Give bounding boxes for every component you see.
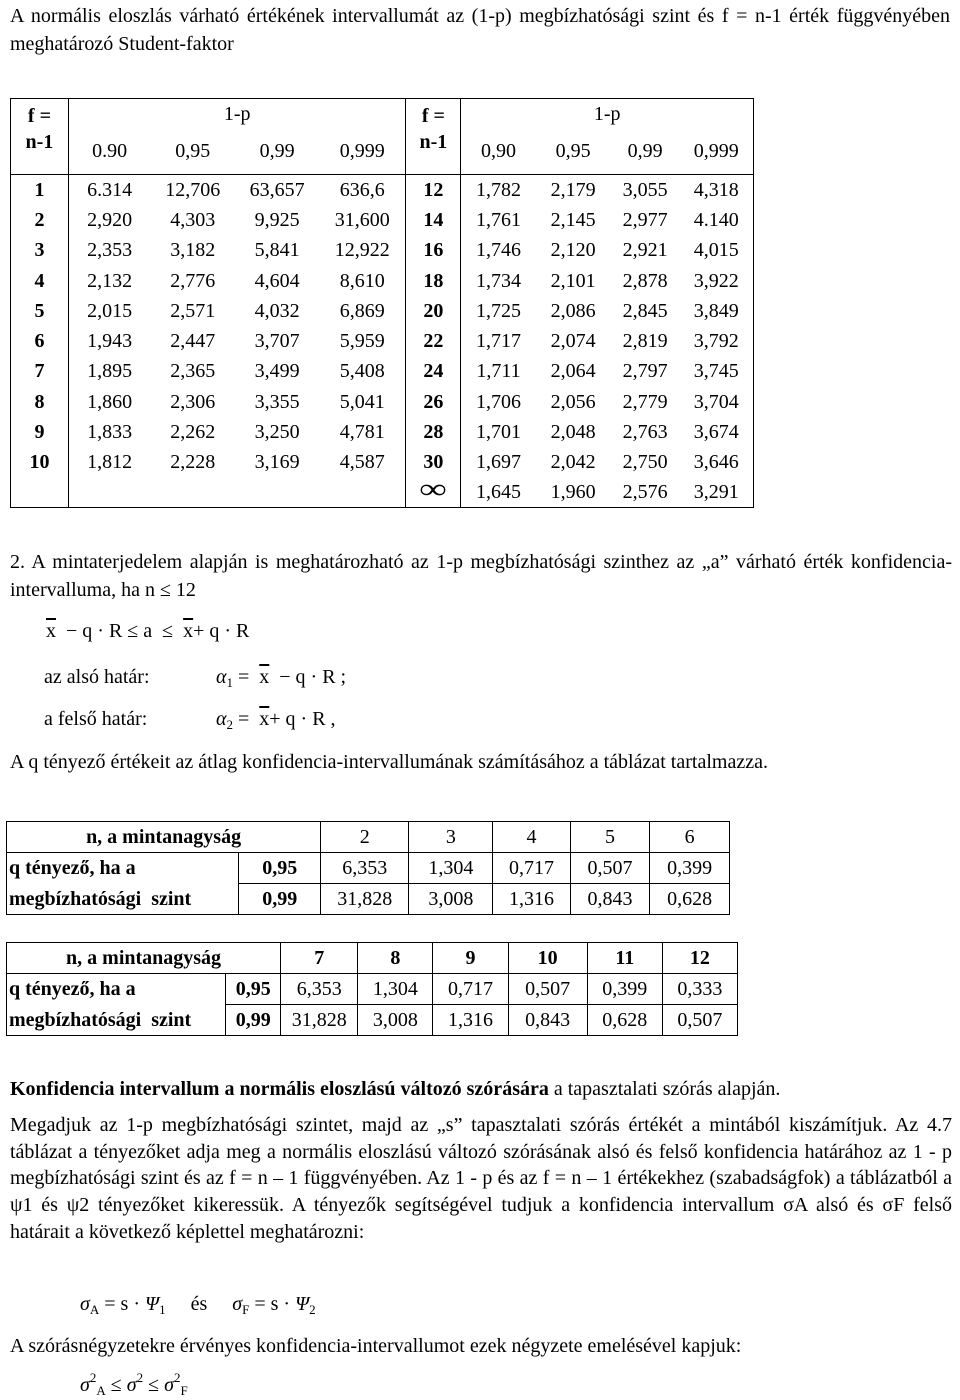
- n-cell: 3: [409, 822, 493, 853]
- q-cell: 3,008: [358, 1005, 433, 1036]
- level-cell: 0.90: [68, 129, 150, 175]
- t-value: 1,812: [87, 451, 133, 474]
- t-value: 3,745: [693, 360, 739, 383]
- t-value: 1,943: [87, 330, 133, 353]
- q-cell: 0,507: [570, 853, 650, 884]
- confidence-level: 0,99: [239, 884, 321, 915]
- t-value: 3,646: [693, 451, 739, 474]
- q-cell: 0,628: [650, 884, 730, 915]
- f-value-right: 12: [406, 175, 461, 205]
- t-value: 3,355: [254, 390, 300, 413]
- t-value: 4,781: [319, 417, 406, 447]
- q-cell: 0,507: [662, 1005, 737, 1036]
- q-cell: 1,304: [409, 853, 493, 884]
- f-value-right: 26: [406, 387, 461, 417]
- student-row: [11, 387, 754, 417]
- f-value-left: 5: [11, 296, 69, 326]
- student-row: [11, 175, 754, 205]
- variance-formula: $\sigma^2_A \le \sigma^2 \le \sigma^2_F$: [80, 1370, 188, 1398]
- q-cell: 0,333: [662, 974, 737, 1005]
- t-value: 1,706: [476, 390, 522, 413]
- t-value: [235, 477, 319, 507]
- t-value: 4,318: [693, 178, 739, 201]
- q-label: q tényező, ha a: [7, 853, 239, 884]
- t-value: 2,750: [622, 451, 668, 474]
- student-row: [11, 447, 754, 477]
- q-cell: 0,717: [493, 853, 570, 884]
- t-value: 1,782: [476, 178, 522, 201]
- t-value: 3,169: [254, 451, 300, 474]
- q-cell: 31,828: [281, 1005, 358, 1036]
- page-title: A normális eloszlás várható értékének intervallumát az (1-p) megbízhatósági szint és f = n-1 érték függvényében meghatározó Student-faktor: [10, 5, 950, 55]
- f-value-right: 28: [406, 417, 461, 447]
- level-cell: 0,99: [235, 129, 319, 175]
- section3-heading-bold: Konfidencia intervallum a normális eloszlású változó szórására: [10, 1078, 549, 1100]
- n-cell: 2: [321, 822, 409, 853]
- t-value: 3,792: [693, 330, 739, 353]
- level-cell: 0,90: [461, 129, 536, 175]
- t-value: 2,977: [622, 208, 668, 231]
- t-value: 2,179: [550, 178, 596, 201]
- confidence-level: 0,95: [226, 974, 281, 1005]
- n-cell: 11: [587, 943, 662, 974]
- es-word: és: [190, 1293, 208, 1315]
- t-value: 2,145: [550, 208, 596, 231]
- section3-heading-rest: a tapasztalati szórás alapján.: [548, 1078, 781, 1100]
- f-header-left: f =: [11, 99, 69, 129]
- student-row: [11, 417, 754, 447]
- f-header-right: f =: [406, 99, 461, 129]
- section3-paragraph: Megadjuk az 1-p megbízhatósági szintet, majd az „s” tapasztalati szórás értékét a mintából kiszámítjuk. Az 4.7 táblázat a tényezőket adja meg a normális eloszlású változó szórásának alsó és felső konfidencia határához az 1 - p megbízhatósági szint és az f = n – 1 függvényében. Az 1 - p és az f = n – 1 értékekhez (szabadságfok) a táblázatból a ψ1 és ψ2 tényezőket kikeressük. A tényezők segítségével tudjuk a konfidencia intervallum σA alsó és σF felső határait a következő képlettel meghatározni:: [10, 1114, 952, 1243]
- t-value: 2,086: [550, 299, 596, 322]
- f-value-left: 4: [11, 265, 69, 295]
- f-value-left: 1: [11, 175, 69, 205]
- t-value: 2,797: [622, 360, 668, 383]
- t-value: 2,064: [550, 360, 596, 383]
- level-cell: 0,95: [536, 129, 611, 175]
- t-value: 1,734: [476, 269, 522, 292]
- ci-formula: $\overline{x} - q \cdot R \le a \le \overline{x}+ q \cdot R$: [46, 620, 250, 642]
- level-cell: 0,99: [611, 129, 680, 175]
- t-value: 2,571: [170, 299, 216, 322]
- confidence-label: megbízhatósági szint: [7, 1005, 226, 1036]
- f-value-right: ∞: [406, 477, 461, 507]
- t-value: 2,845: [622, 299, 668, 322]
- f-header-left-2: n-1: [11, 129, 69, 175]
- p-header-right: 1-p: [593, 102, 621, 125]
- level-cell: 0,95: [150, 129, 235, 175]
- n-cell: 4: [493, 822, 570, 853]
- t-value: 3,055: [622, 178, 668, 201]
- t-value: 2,763: [622, 421, 668, 444]
- t-value: 5,041: [319, 387, 406, 417]
- t-value: 4,032: [254, 299, 300, 322]
- t-value: 31,600: [319, 205, 406, 235]
- t-value: 4,015: [693, 239, 739, 262]
- t-value: 12,922: [319, 235, 406, 265]
- t-value: 2,920: [87, 208, 133, 231]
- t-value: 1,895: [87, 360, 133, 383]
- t-value: 4,604: [254, 269, 300, 292]
- f-value-right: 14: [406, 205, 461, 235]
- t-value: 3,922: [693, 269, 739, 292]
- t-value: 2,048: [550, 421, 596, 444]
- confidence-level: 0,95: [239, 853, 321, 884]
- t-value: 1,725: [476, 299, 522, 322]
- t-value: 1,746: [476, 239, 522, 262]
- q-cell: 0,628: [587, 1005, 662, 1036]
- t-value: 4,303: [170, 208, 216, 231]
- n-cell: 10: [508, 943, 587, 974]
- q-cell: 0,843: [508, 1005, 587, 1036]
- t-value: 2,101: [550, 269, 596, 292]
- p-header-left: 1-p: [68, 99, 406, 129]
- t-value: 2,056: [550, 390, 596, 413]
- t-value: 8,610: [319, 265, 406, 295]
- q-cell: 0,843: [570, 884, 650, 915]
- t-value: 636,6: [319, 175, 406, 205]
- q-factor-table-1: [6, 821, 730, 915]
- f-value-right: 20: [406, 296, 461, 326]
- t-value: 9,925: [254, 208, 300, 231]
- t-value: 2,921: [622, 239, 668, 262]
- section2-intro: 2. A mintaterjedelem alapján is meghatározható az 1-p megbízhatósági szinthez az „a” várható érték konfidencia-intervalluma, ha n ≤ 12: [10, 551, 952, 601]
- t-value: [68, 477, 150, 507]
- t-value: 5,408: [319, 356, 406, 386]
- q-cell: 0,507: [508, 974, 587, 1005]
- q-cell: 1,316: [493, 884, 570, 915]
- student-row: [11, 205, 754, 235]
- f-value-right: 18: [406, 265, 461, 295]
- t-value: 1,860: [87, 390, 133, 413]
- student-table-body: [11, 175, 754, 508]
- t-value: 3,291: [693, 481, 739, 504]
- f-value-left: 2: [11, 205, 69, 235]
- t-value: 5,841: [254, 239, 300, 262]
- sample-size-header: n, a mintanagyság: [7, 822, 321, 853]
- q-cell: 0,717: [433, 974, 508, 1005]
- t-value: 2,015: [87, 299, 133, 322]
- t-value: 3,182: [170, 239, 216, 262]
- f-value-right: 16: [406, 235, 461, 265]
- f-value-left: 8: [11, 387, 69, 417]
- f-header-right-2: n-1: [406, 129, 461, 175]
- lower-limit-formula: $\alpha_1 = \overline{x} - q \cdot R$ ;: [216, 666, 347, 690]
- t-value: 5,959: [319, 326, 406, 356]
- n-cell: 9: [433, 943, 508, 974]
- f-value-right: 22: [406, 326, 461, 356]
- section3-squares: A szórásnégyzetekre érvényes konfidencia-intervallumot ezek négyzete emelésével kapjuk:: [10, 1335, 742, 1357]
- student-row: [11, 326, 754, 356]
- q-label: q tényező, ha a: [7, 974, 226, 1005]
- f-value-left: 7: [11, 356, 69, 386]
- t-value: 2,878: [622, 269, 668, 292]
- t-value: 6.314: [87, 178, 133, 201]
- t-value: 2,819: [622, 330, 668, 353]
- student-row: [11, 477, 754, 507]
- lower-limit-label: az alsó határ:: [44, 666, 150, 688]
- t-value: 4,587: [319, 447, 406, 477]
- t-value: 3,707: [254, 330, 300, 353]
- f-value-right: 24: [406, 356, 461, 386]
- upper-limit-label: a felső határ:: [44, 708, 148, 730]
- q-cell: 3,008: [409, 884, 493, 915]
- f-value-right: 30: [406, 447, 461, 477]
- q-cell: 6,353: [281, 974, 358, 1005]
- t-value: 2,776: [170, 269, 216, 292]
- q-table-note: A q tényező értékeit az átlag konfidencia-intervallumának számításához a táblázat tartalmazza.: [10, 751, 768, 773]
- q-cell: 6,353: [321, 853, 409, 884]
- t-value: 2,074: [550, 330, 596, 353]
- student-row: [11, 296, 754, 326]
- f-value-left: 10: [11, 447, 69, 477]
- t-value: 1,701: [476, 421, 522, 444]
- upper-limit-formula: $\alpha_2 = \overline{x}+ q \cdot R$ ,: [216, 708, 336, 732]
- student-factor-table: [10, 98, 754, 508]
- t-value: 2,779: [622, 390, 668, 413]
- t-value: 2,306: [170, 390, 216, 413]
- n-cell: 12: [662, 943, 737, 974]
- t-value: 2,228: [170, 451, 216, 474]
- t-value: 1,717: [476, 330, 522, 353]
- student-row: [11, 265, 754, 295]
- level-cell: 0,999: [680, 129, 754, 175]
- t-value: 2,576: [622, 481, 668, 504]
- q-cell: 0,399: [587, 974, 662, 1005]
- n-cell: 8: [358, 943, 433, 974]
- t-value: 2,447: [170, 330, 216, 353]
- t-value: 2,120: [550, 239, 596, 262]
- f-value-left: 6: [11, 326, 69, 356]
- f-value-left: 9: [11, 417, 69, 447]
- confidence-label: megbízhatósági szint: [7, 884, 239, 915]
- section3-heading: [10, 1076, 950, 1102]
- t-value: 3,499: [254, 360, 300, 383]
- t-value: 2,132: [87, 269, 133, 292]
- q-factor-table-2: [6, 942, 738, 1036]
- t-value: 1,645: [476, 481, 522, 504]
- t-value: 1,833: [87, 421, 133, 444]
- t-value: 1,761: [476, 208, 522, 231]
- t-value: 3,250: [254, 421, 300, 444]
- q-cell: 1,304: [358, 974, 433, 1005]
- q-cell: 31,828: [321, 884, 409, 915]
- q-cell: 1,316: [433, 1005, 508, 1036]
- t-value: 1,960: [550, 481, 596, 504]
- f-value-left: [11, 477, 69, 507]
- t-value: 2,353: [87, 239, 133, 262]
- sample-size-header: n, a mintanagyság: [7, 943, 281, 974]
- t-value: 1,711: [476, 360, 521, 383]
- n-cell: 5: [570, 822, 650, 853]
- q-cell: 0,399: [650, 853, 730, 884]
- t-value: 2,262: [170, 421, 216, 444]
- t-value: 2,042: [550, 451, 596, 474]
- t-value: 1,697: [476, 451, 522, 474]
- t-value: 3,849: [693, 299, 739, 322]
- t-value: [150, 477, 235, 507]
- t-value: 12,706: [165, 178, 221, 201]
- t-value: 2,365: [170, 360, 216, 383]
- student-row: [11, 356, 754, 386]
- t-value: 63,657: [249, 178, 305, 201]
- f-value-left: 3: [11, 235, 69, 265]
- level-cell: 0,999: [319, 129, 406, 175]
- t-value: 6,869: [319, 296, 406, 326]
- sigma-formula: $\sigma_A = s \cdot \Psi_1$ és $\sigma_F = s \cdot \Psi_2$: [80, 1293, 316, 1317]
- n-cell: 7: [281, 943, 358, 974]
- t-value: [319, 477, 406, 507]
- t-value: 3,704: [693, 390, 739, 413]
- n-cell: 6: [650, 822, 730, 853]
- t-value: 4.140: [693, 208, 739, 231]
- t-value: 3,674: [693, 421, 739, 444]
- student-row: [11, 235, 754, 265]
- confidence-level: 0,99: [226, 1005, 281, 1036]
